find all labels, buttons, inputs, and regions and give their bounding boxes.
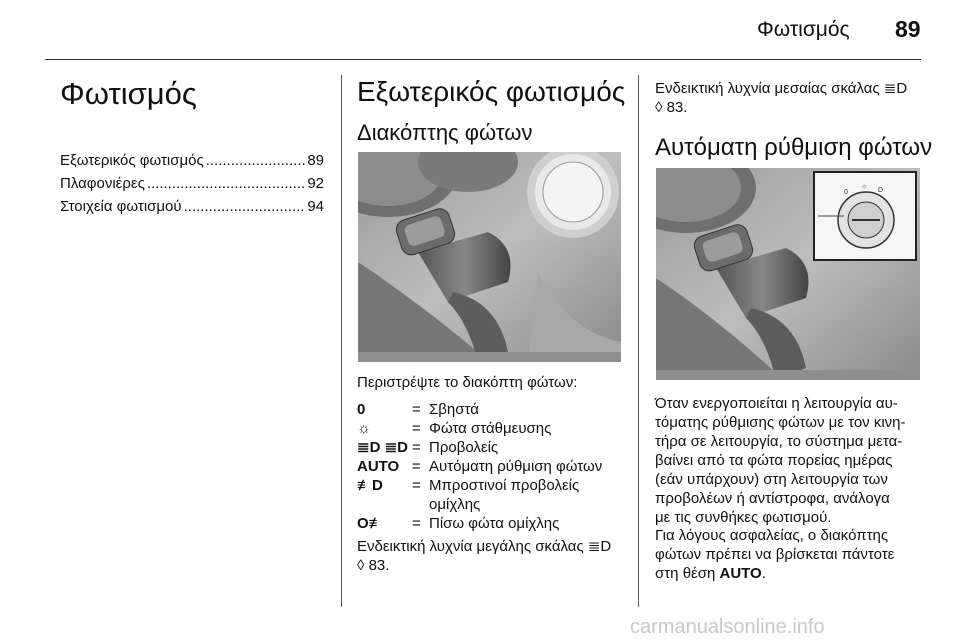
toc-item[interactable] — [60, 152, 324, 175]
toc-leader — [206, 152, 306, 169]
legend-text: Φώτα στάθμευσης — [429, 420, 552, 437]
switch-legend — [357, 400, 627, 533]
off-symbol: 0 — [357, 401, 366, 418]
svg-text:☼: ☼ — [861, 183, 868, 190]
toc-item-page: 92 — [307, 175, 324, 192]
auto-light-description: Όταν ενεργοποιείται η λειτουργία αυ- τόματης ρύθμισης φώτων με τον κινη- τήρα σε λειτουργία, το σύστημα μετα- βαίνει από τα φώτα πορείας ημέρας (εάν υπάρχουν) στη λειτουργία των προβολέων ή αντίστροφα, ανάλογα με τις συνθήκες φωτισμού. — [655, 395, 906, 526]
chapter-title: Φωτισμός — [60, 76, 197, 111]
toc-item-label: Εξωτερικός φωτισμός — [60, 152, 204, 169]
low-beam-indicator-note: Ενδεικτική λυχνία μεσαίας σκάλας ≣D ◊ 83. — [655, 79, 935, 117]
legend-row: AUTO = Αυτόματη ρύθμιση φώτων — [357, 457, 627, 476]
parking-light-icon: ☼ — [357, 420, 371, 437]
intro-text: Περιστρέψτε το διακόπτη φώτων: — [357, 374, 578, 391]
rear-fog-light-icon: O≢ — [357, 515, 384, 532]
toc-item[interactable] — [60, 198, 324, 221]
toc-item[interactable] — [60, 175, 324, 198]
auto-keyword: AUTO — [719, 565, 762, 582]
light-switch-photo — [358, 152, 621, 362]
legend-row: ≣D ≣D = Προβολείς — [357, 438, 627, 457]
auto-light-photo — [656, 168, 920, 380]
legend-row: O≢ = Πίσω φώτα ομίχλης — [357, 514, 627, 533]
subsection-title: Διακόπτης φώτων — [357, 120, 533, 145]
column-divider-2 — [638, 75, 639, 607]
legend-row: ☼ = Φώτα στάθμευσης — [357, 419, 627, 438]
header-title: Φωτισμός — [757, 18, 850, 41]
page-reference-link[interactable]: ◊ 83. — [357, 557, 390, 574]
headlight-icon: ≣D ≣D — [357, 439, 408, 456]
safety-note: Για λόγους ασφαλείας, ο διακόπτης φώτων πρέπει να βρίσκεται πάντοτε στη θέση AUTO. — [655, 527, 895, 582]
auto-symbol: AUTO — [357, 458, 400, 475]
toc-leader — [184, 198, 306, 215]
svg-text:0: 0 — [844, 189, 848, 196]
legend-text: Πίσω φώτα ομίχλης — [429, 515, 560, 532]
site-watermark: carmanualsonline.info — [630, 616, 825, 638]
legend-text: Αυτόματη ρύθμιση φώτων — [429, 458, 603, 475]
legend-row: ≢D = Μπροστινοί προβολείς ομίχλης — [357, 476, 627, 514]
subsection-title: Αυτόματη ρύθμιση φώτων — [655, 134, 933, 161]
high-beam-indicator-note: Ενδεικτική λυχνία μεγάλης σκάλας ≣D ◊ 83. — [357, 537, 627, 575]
toc-item-label: Πλαφονιέρες — [60, 175, 145, 192]
toc-item-label: Στοιχεία φωτισμού — [60, 198, 182, 215]
section-title: Εξωτερικός φωτισμός — [357, 76, 626, 107]
toc-leader — [147, 175, 305, 192]
legend-text: Προβολείς — [429, 439, 499, 456]
legend-text: Σβηστά — [429, 401, 479, 418]
toc-item-page: 89 — [307, 152, 324, 169]
page-number: 89 — [895, 16, 921, 42]
toc-item-page: 94 — [307, 198, 324, 215]
legend-row: 0 = Σβηστά — [357, 400, 627, 419]
page-reference-link[interactable]: ◊ 83. — [655, 99, 688, 116]
front-fog-light-icon: ≢D — [357, 477, 383, 494]
header-rule — [45, 59, 921, 60]
legend-text: Μπροστινοί προβολείς ομίχλης — [429, 477, 580, 513]
table-of-contents — [60, 152, 324, 221]
column-divider-1 — [341, 75, 342, 607]
svg-text:D: D — [878, 187, 884, 194]
